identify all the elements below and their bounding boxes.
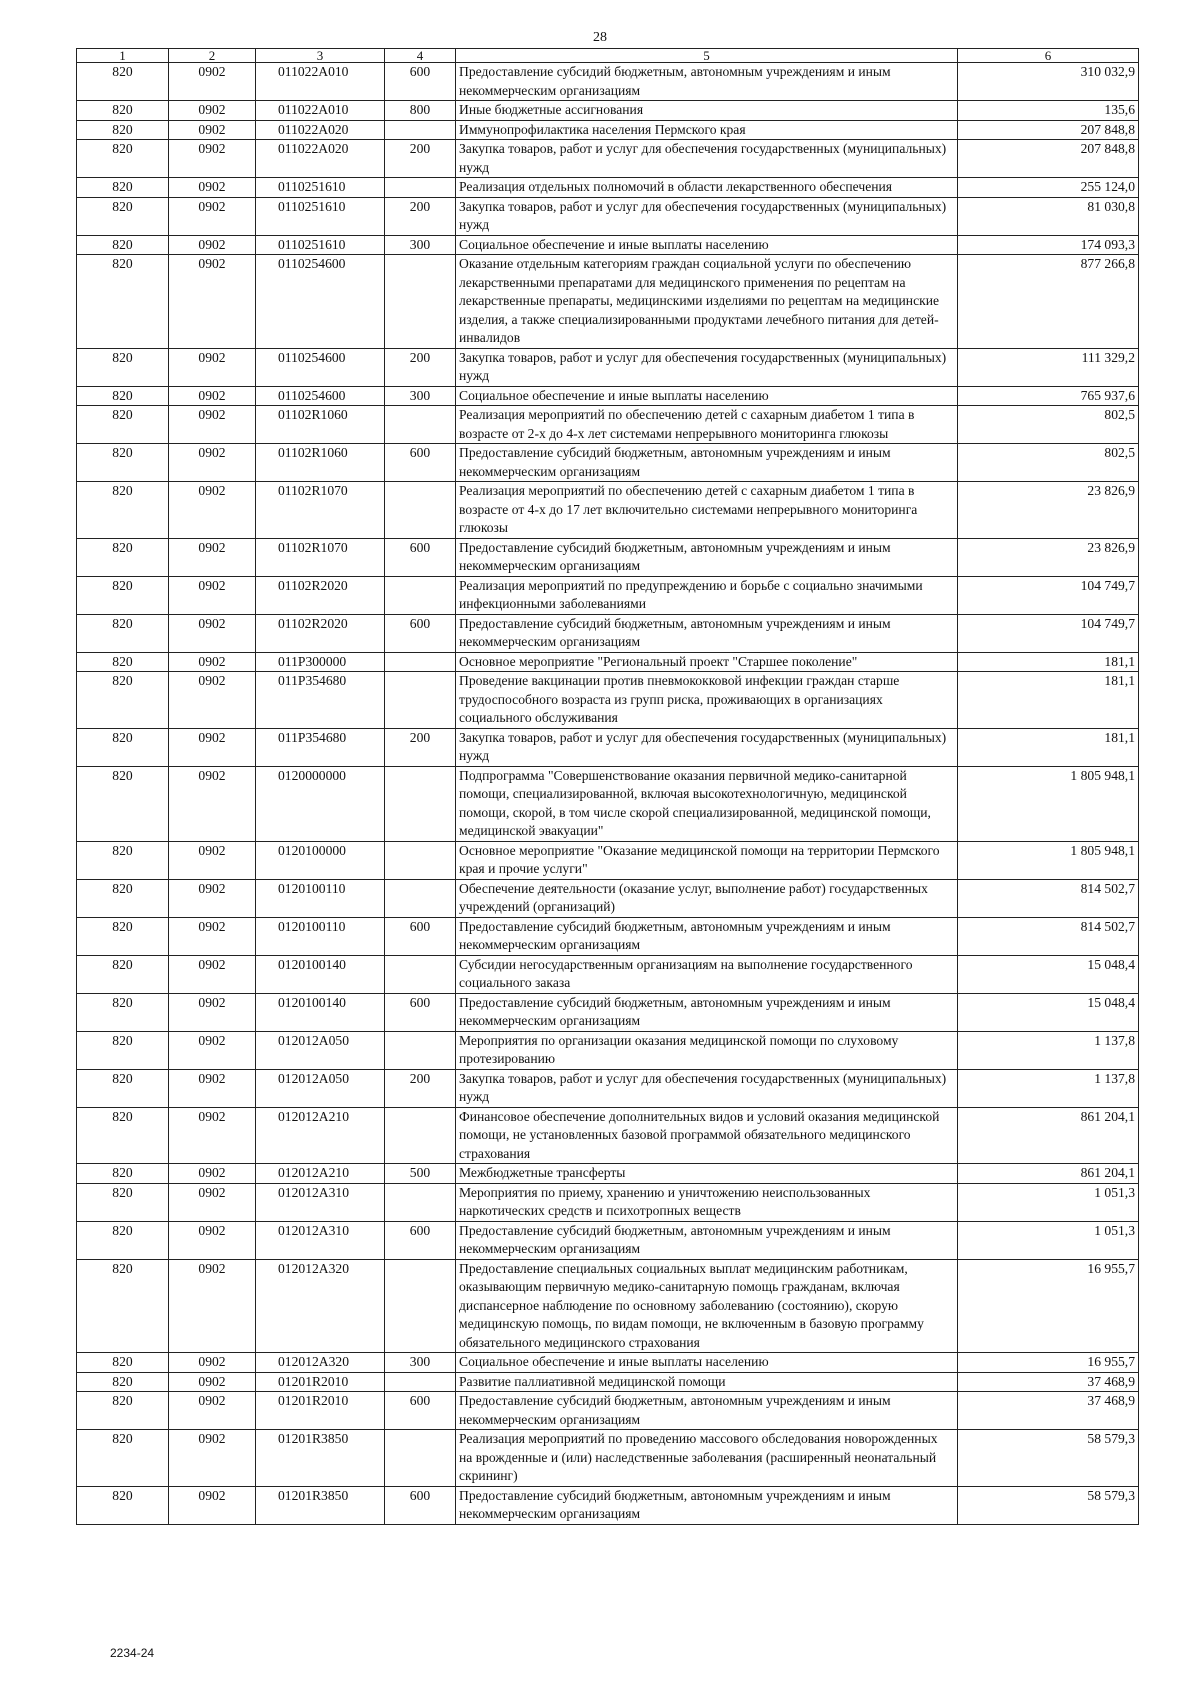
cell-amount: 23 826,9 (958, 538, 1139, 576)
cell-section-code: 0902 (169, 1372, 256, 1392)
table-row (77, 1430, 1139, 1487)
cell-expense-type (385, 1372, 456, 1392)
cell-ministry-code: 820 (77, 63, 169, 101)
cell-amount: 207 848,8 (958, 120, 1139, 140)
table-row (77, 444, 1139, 482)
cell-expense-type: 600 (385, 614, 456, 652)
cell-expense-type (385, 672, 456, 729)
cell-amount: 174 093,3 (958, 235, 1139, 255)
cell-section-code: 0902 (169, 1353, 256, 1373)
cell-description: Социальное обеспечение и иные выплаты населению (456, 386, 958, 406)
cell-ministry-code: 820 (77, 841, 169, 879)
table-row (77, 63, 1139, 101)
cell-section-code: 0902 (169, 406, 256, 444)
cell-amount: 877 266,8 (958, 255, 1139, 349)
table-row (77, 120, 1139, 140)
cell-description: Закупка товаров, работ и услуг для обеспечения государственных (муниципальных) нужд (456, 728, 958, 766)
cell-description: Иммунопрофилактика населения Пермского края (456, 120, 958, 140)
cell-amount: 58 579,3 (958, 1430, 1139, 1487)
cell-ministry-code: 820 (77, 255, 169, 349)
table-row (77, 1259, 1139, 1353)
cell-expense-type: 800 (385, 101, 456, 121)
cell-section-code: 0902 (169, 993, 256, 1031)
cell-ministry-code: 820 (77, 955, 169, 993)
cell-section-code: 0902 (169, 1430, 256, 1487)
cell-amount: 802,5 (958, 406, 1139, 444)
cell-expense-type: 600 (385, 1486, 456, 1524)
cell-target-article: 011P300000 (256, 652, 385, 672)
cell-description: Оказание отдельным категориям граждан социальной услуги по обеспечению лекарственными препаратами для медицинского применения по рецептам на лекарственные препараты, медицинскими изделиями по рецептам на медицинские изделия, а также специализированными продуктами лечебного питания для детей-инвалидов (456, 255, 958, 349)
cell-section-code: 0902 (169, 917, 256, 955)
cell-ministry-code: 820 (77, 993, 169, 1031)
cell-expense-type (385, 879, 456, 917)
column-header: 2 (169, 49, 256, 63)
cell-ministry-code: 820 (77, 576, 169, 614)
cell-amount: 1 805 948,1 (958, 766, 1139, 841)
cell-amount: 1 051,3 (958, 1183, 1139, 1221)
cell-section-code: 0902 (169, 255, 256, 349)
cell-ministry-code: 820 (77, 1259, 169, 1353)
cell-description: Реализация мероприятий по обеспечению детей с сахарным диабетом 1 типа в возрасте от 2-х до 4-х лет системами непрерывного мониторинга глюкозы (456, 406, 958, 444)
budget-table (76, 48, 1139, 1525)
page-number: 28 (593, 30, 607, 45)
table-row (77, 955, 1139, 993)
cell-expense-type (385, 120, 456, 140)
cell-section-code: 0902 (169, 614, 256, 652)
table-row (77, 140, 1139, 178)
cell-expense-type: 200 (385, 348, 456, 386)
cell-expense-type (385, 406, 456, 444)
cell-target-article: 0110254600 (256, 255, 385, 349)
cell-expense-type: 300 (385, 1353, 456, 1373)
cell-expense-type (385, 841, 456, 879)
cell-ministry-code: 820 (77, 728, 169, 766)
cell-description: Субсидии негосударственным организациям на выполнение государственного социального заказа (456, 955, 958, 993)
cell-amount: 207 848,8 (958, 140, 1139, 178)
cell-ministry-code: 820 (77, 1069, 169, 1107)
cell-ministry-code: 820 (77, 101, 169, 121)
cell-expense-type: 600 (385, 538, 456, 576)
cell-ministry-code: 820 (77, 1164, 169, 1184)
cell-section-code: 0902 (169, 1031, 256, 1069)
cell-ministry-code: 820 (77, 1107, 169, 1164)
cell-target-article: 011P354680 (256, 672, 385, 729)
cell-ministry-code: 820 (77, 386, 169, 406)
table-row (77, 235, 1139, 255)
cell-amount: 58 579,3 (958, 1486, 1139, 1524)
cell-amount: 104 749,7 (958, 576, 1139, 614)
cell-section-code: 0902 (169, 235, 256, 255)
cell-description: Реализация мероприятий по предупреждению и борьбе с социально значимыми инфекционными заболеваниями (456, 576, 958, 614)
table-row (77, 1372, 1139, 1392)
cell-description: Предоставление специальных социальных выплат медицинским работникам, оказывающим первичную медико-санитарную помощь гражданам, включая диспансерное наблюдение по основному заболеванию (состоянию), скорую медицинскую помощь, по видам помощи, не включенным в базовую программу обязательного медицинского страхования (456, 1259, 958, 1353)
cell-description: Финансовое обеспечение дополнительных видов и условий оказания медицинской помощи, не установленных базовой программой обязательного медицинского страхования (456, 1107, 958, 1164)
cell-amount: 111 329,2 (958, 348, 1139, 386)
cell-target-article: 011022А010 (256, 101, 385, 121)
cell-section-code: 0902 (169, 1486, 256, 1524)
cell-target-article: 0110251610 (256, 197, 385, 235)
cell-section-code: 0902 (169, 1183, 256, 1221)
table-row (77, 841, 1139, 879)
cell-target-article: 01201R2010 (256, 1392, 385, 1430)
cell-section-code: 0902 (169, 672, 256, 729)
cell-target-article: 011022А010 (256, 63, 385, 101)
cell-ministry-code: 820 (77, 348, 169, 386)
column-header: 4 (385, 49, 456, 63)
cell-amount: 181,1 (958, 672, 1139, 729)
cell-expense-type: 600 (385, 1221, 456, 1259)
cell-ministry-code: 820 (77, 1031, 169, 1069)
cell-section-code: 0902 (169, 63, 256, 101)
cell-amount: 104 749,7 (958, 614, 1139, 652)
cell-section-code: 0902 (169, 444, 256, 482)
cell-target-article: 0120100110 (256, 917, 385, 955)
cell-amount: 23 826,9 (958, 482, 1139, 539)
cell-amount: 16 955,7 (958, 1353, 1139, 1373)
cell-target-article: 0120000000 (256, 766, 385, 841)
cell-section-code: 0902 (169, 766, 256, 841)
cell-description: Предоставление субсидий бюджетным, автономным учреждениям и иным некоммерческим организациям (456, 1486, 958, 1524)
cell-expense-type: 600 (385, 917, 456, 955)
table-row (77, 652, 1139, 672)
cell-target-article: 012012А210 (256, 1164, 385, 1184)
cell-description: Предоставление субсидий бюджетным, автономным учреждениям и иным некоммерческим организациям (456, 538, 958, 576)
table-row (77, 993, 1139, 1031)
column-header: 5 (456, 49, 958, 63)
cell-amount: 15 048,4 (958, 993, 1139, 1031)
cell-target-article: 0120100140 (256, 993, 385, 1031)
cell-ministry-code: 820 (77, 1372, 169, 1392)
column-header: 6 (958, 49, 1139, 63)
cell-description: Межбюджетные трансферты (456, 1164, 958, 1184)
cell-amount: 15 048,4 (958, 955, 1139, 993)
cell-section-code: 0902 (169, 728, 256, 766)
cell-expense-type (385, 1430, 456, 1487)
table-row (77, 1183, 1139, 1221)
table-row (77, 348, 1139, 386)
cell-section-code: 0902 (169, 197, 256, 235)
cell-description: Обеспечение деятельности (оказание услуг, выполнение работ) государственных учреждений (организаций) (456, 879, 958, 917)
cell-description: Предоставление субсидий бюджетным, автономным учреждениям и иным некоммерческим организациям (456, 917, 958, 955)
cell-expense-type: 200 (385, 1069, 456, 1107)
table-row (77, 672, 1139, 729)
cell-expense-type: 300 (385, 235, 456, 255)
table-row (77, 728, 1139, 766)
cell-description: Реализация отдельных полномочий в области лекарственного обеспечения (456, 178, 958, 198)
cell-description: Закупка товаров, работ и услуг для обеспечения государственных (муниципальных) нужд (456, 197, 958, 235)
table-row (77, 766, 1139, 841)
cell-ministry-code: 820 (77, 1430, 169, 1487)
cell-ministry-code: 820 (77, 120, 169, 140)
cell-amount: 37 468,9 (958, 1392, 1139, 1430)
cell-target-article: 01102R1070 (256, 538, 385, 576)
table-row (77, 538, 1139, 576)
cell-section-code: 0902 (169, 101, 256, 121)
cell-ministry-code: 820 (77, 672, 169, 729)
column-header: 3 (256, 49, 385, 63)
cell-amount: 814 502,7 (958, 917, 1139, 955)
cell-amount: 1 051,3 (958, 1221, 1139, 1259)
cell-ministry-code: 820 (77, 917, 169, 955)
cell-ministry-code: 820 (77, 140, 169, 178)
cell-amount: 1 137,8 (958, 1069, 1139, 1107)
cell-description: Мероприятия по приему, хранению и уничтожению неиспользованных наркотических средств и психотропных веществ (456, 1183, 958, 1221)
cell-target-article: 01102R2020 (256, 614, 385, 652)
cell-expense-type (385, 766, 456, 841)
cell-target-article: 0110251610 (256, 235, 385, 255)
cell-section-code: 0902 (169, 841, 256, 879)
cell-expense-type: 300 (385, 386, 456, 406)
table-row (77, 1221, 1139, 1259)
cell-description: Предоставление субсидий бюджетным, автономным учреждениям и иным некоммерческим организациям (456, 993, 958, 1031)
table-row (77, 406, 1139, 444)
cell-target-article: 012012А310 (256, 1221, 385, 1259)
table-row (77, 101, 1139, 121)
cell-ministry-code: 820 (77, 1221, 169, 1259)
cell-description: Мероприятия по организации оказания медицинской помощи по слуховому протезированию (456, 1031, 958, 1069)
cell-expense-type: 600 (385, 444, 456, 482)
cell-target-article: 0110254600 (256, 386, 385, 406)
cell-amount: 135,6 (958, 101, 1139, 121)
table-row (77, 576, 1139, 614)
cell-ministry-code: 820 (77, 235, 169, 255)
cell-expense-type: 200 (385, 197, 456, 235)
cell-description: Закупка товаров, работ и услуг для обеспечения государственных (муниципальных) нужд (456, 140, 958, 178)
cell-amount: 181,1 (958, 652, 1139, 672)
table-row (77, 879, 1139, 917)
cell-section-code: 0902 (169, 652, 256, 672)
cell-target-article: 012012А210 (256, 1107, 385, 1164)
table-row (77, 1031, 1139, 1069)
cell-ministry-code: 820 (77, 766, 169, 841)
cell-description: Основное мероприятие "Оказание медицинской помощи на территории Пермского края и прочие услуги" (456, 841, 958, 879)
cell-ministry-code: 820 (77, 444, 169, 482)
cell-target-article: 0120100110 (256, 879, 385, 917)
cell-target-article: 012012А050 (256, 1031, 385, 1069)
cell-target-article: 01102R2020 (256, 576, 385, 614)
table-row (77, 1486, 1139, 1524)
cell-section-code: 0902 (169, 955, 256, 993)
cell-section-code: 0902 (169, 538, 256, 576)
cell-ministry-code: 820 (77, 1183, 169, 1221)
cell-section-code: 0902 (169, 1392, 256, 1430)
column-header: 1 (77, 49, 169, 63)
cell-ministry-code: 820 (77, 406, 169, 444)
cell-expense-type (385, 652, 456, 672)
cell-expense-type (385, 1031, 456, 1069)
cell-target-article: 01201R3850 (256, 1486, 385, 1524)
table-row (77, 1392, 1139, 1430)
cell-target-article: 011022А020 (256, 120, 385, 140)
cell-section-code: 0902 (169, 178, 256, 198)
cell-target-article: 012012А320 (256, 1353, 385, 1373)
cell-target-article: 0120100140 (256, 955, 385, 993)
table-row (77, 482, 1139, 539)
cell-section-code: 0902 (169, 1069, 256, 1107)
cell-ministry-code: 820 (77, 1486, 169, 1524)
cell-amount: 765 937,6 (958, 386, 1139, 406)
cell-section-code: 0902 (169, 120, 256, 140)
cell-ministry-code: 820 (77, 879, 169, 917)
cell-target-article: 012012А320 (256, 1259, 385, 1353)
cell-expense-type: 600 (385, 63, 456, 101)
cell-ministry-code: 820 (77, 197, 169, 235)
cell-description: Предоставление субсидий бюджетным, автономным учреждениям и иным некоммерческим организациям (456, 63, 958, 101)
cell-section-code: 0902 (169, 1164, 256, 1184)
cell-target-article: 012012А050 (256, 1069, 385, 1107)
cell-section-code: 0902 (169, 1107, 256, 1164)
cell-expense-type: 500 (385, 1164, 456, 1184)
cell-expense-type (385, 178, 456, 198)
cell-amount: 16 955,7 (958, 1259, 1139, 1353)
cell-description: Предоставление субсидий бюджетным, автономным учреждениям и иным некоммерческим организациям (456, 1392, 958, 1430)
cell-ministry-code: 820 (77, 614, 169, 652)
table-row (77, 1069, 1139, 1107)
cell-description: Социальное обеспечение и иные выплаты населению (456, 235, 958, 255)
cell-amount: 861 204,1 (958, 1164, 1139, 1184)
cell-expense-type (385, 1259, 456, 1353)
cell-section-code: 0902 (169, 1221, 256, 1259)
cell-section-code: 0902 (169, 576, 256, 614)
cell-amount: 181,1 (958, 728, 1139, 766)
cell-target-article: 012012А310 (256, 1183, 385, 1221)
table-row (77, 386, 1139, 406)
table-row (77, 614, 1139, 652)
table-row (77, 1353, 1139, 1373)
cell-target-article: 01102R1060 (256, 444, 385, 482)
cell-amount: 37 468,9 (958, 1372, 1139, 1392)
cell-description: Реализация мероприятий по проведению массового обследования новорожденных на врожденные и (или) наследственные заболевания (расширенный неонатальный скрининг) (456, 1430, 958, 1487)
cell-expense-type: 200 (385, 140, 456, 178)
cell-target-article: 01201R3850 (256, 1430, 385, 1487)
cell-target-article: 011P354680 (256, 728, 385, 766)
cell-target-article: 01102R1070 (256, 482, 385, 539)
cell-description: Иные бюджетные ассигнования (456, 101, 958, 121)
cell-description: Социальное обеспечение и иные выплаты населению (456, 1353, 958, 1373)
cell-description: Закупка товаров, работ и услуг для обеспечения государственных (муниципальных) нужд (456, 348, 958, 386)
cell-amount: 802,5 (958, 444, 1139, 482)
cell-expense-type: 600 (385, 1392, 456, 1430)
cell-expense-type (385, 482, 456, 539)
footer-code: 2234-24 (110, 1646, 155, 1660)
table-body (77, 49, 1139, 1525)
cell-target-article: 01102R1060 (256, 406, 385, 444)
cell-ministry-code: 820 (77, 538, 169, 576)
cell-amount: 310 032,9 (958, 63, 1139, 101)
cell-section-code: 0902 (169, 482, 256, 539)
cell-section-code: 0902 (169, 348, 256, 386)
cell-target-article: 011022А020 (256, 140, 385, 178)
cell-section-code: 0902 (169, 879, 256, 917)
cell-description: Проведение вакцинации против пневмококковой инфекции граждан старше трудоспособного возраста из групп риска, проживающих в организациях социального обслуживания (456, 672, 958, 729)
cell-amount: 861 204,1 (958, 1107, 1139, 1164)
table-row (77, 1164, 1139, 1184)
cell-amount: 81 030,8 (958, 197, 1139, 235)
cell-expense-type (385, 255, 456, 349)
cell-amount: 1 805 948,1 (958, 841, 1139, 879)
cell-expense-type (385, 1107, 456, 1164)
cell-expense-type (385, 955, 456, 993)
table-row (77, 178, 1139, 198)
cell-description: Предоставление субсидий бюджетным, автономным учреждениям и иным некоммерческим организациям (456, 614, 958, 652)
table-row (77, 1107, 1139, 1164)
cell-description: Предоставление субсидий бюджетным, автономным учреждениям и иным некоммерческим организациям (456, 444, 958, 482)
cell-target-article: 0110254600 (256, 348, 385, 386)
cell-target-article: 0110251610 (256, 178, 385, 198)
cell-target-article: 0120100000 (256, 841, 385, 879)
cell-section-code: 0902 (169, 386, 256, 406)
cell-target-article: 01201R2010 (256, 1372, 385, 1392)
cell-amount: 1 137,8 (958, 1031, 1139, 1069)
cell-expense-type: 200 (385, 728, 456, 766)
cell-ministry-code: 820 (77, 1392, 169, 1430)
cell-description: Основное мероприятие "Региональный проект "Старшее поколение" (456, 652, 958, 672)
cell-amount: 255 124,0 (958, 178, 1139, 198)
cell-description: Закупка товаров, работ и услуг для обеспечения государственных (муниципальных) нужд (456, 1069, 958, 1107)
cell-description: Предоставление субсидий бюджетным, автономным учреждениям и иным некоммерческим организациям (456, 1221, 958, 1259)
table-row (77, 255, 1139, 349)
cell-ministry-code: 820 (77, 1353, 169, 1373)
cell-description: Развитие паллиативной медицинской помощи (456, 1372, 958, 1392)
table-row (77, 197, 1139, 235)
cell-ministry-code: 820 (77, 178, 169, 198)
column-header-row (77, 49, 1139, 63)
table-row (77, 917, 1139, 955)
cell-description: Реализация мероприятий по обеспечению детей с сахарным диабетом 1 типа в возрасте от 4-х до 17 лет включительно системами непрерывного мониторинга глюкозы (456, 482, 958, 539)
cell-expense-type (385, 1183, 456, 1221)
cell-expense-type: 600 (385, 993, 456, 1031)
cell-expense-type (385, 576, 456, 614)
cell-section-code: 0902 (169, 1259, 256, 1353)
cell-ministry-code: 820 (77, 482, 169, 539)
cell-amount: 814 502,7 (958, 879, 1139, 917)
cell-ministry-code: 820 (77, 652, 169, 672)
cell-section-code: 0902 (169, 140, 256, 178)
cell-description: Подпрограмма "Совершенствование оказания первичной медико-санитарной помощи, специализированной, включая высокотехнологичную, медицинской помощи, скорой, в том числе скорой специализированной, медицинской помощи, медицинской эвакуации" (456, 766, 958, 841)
